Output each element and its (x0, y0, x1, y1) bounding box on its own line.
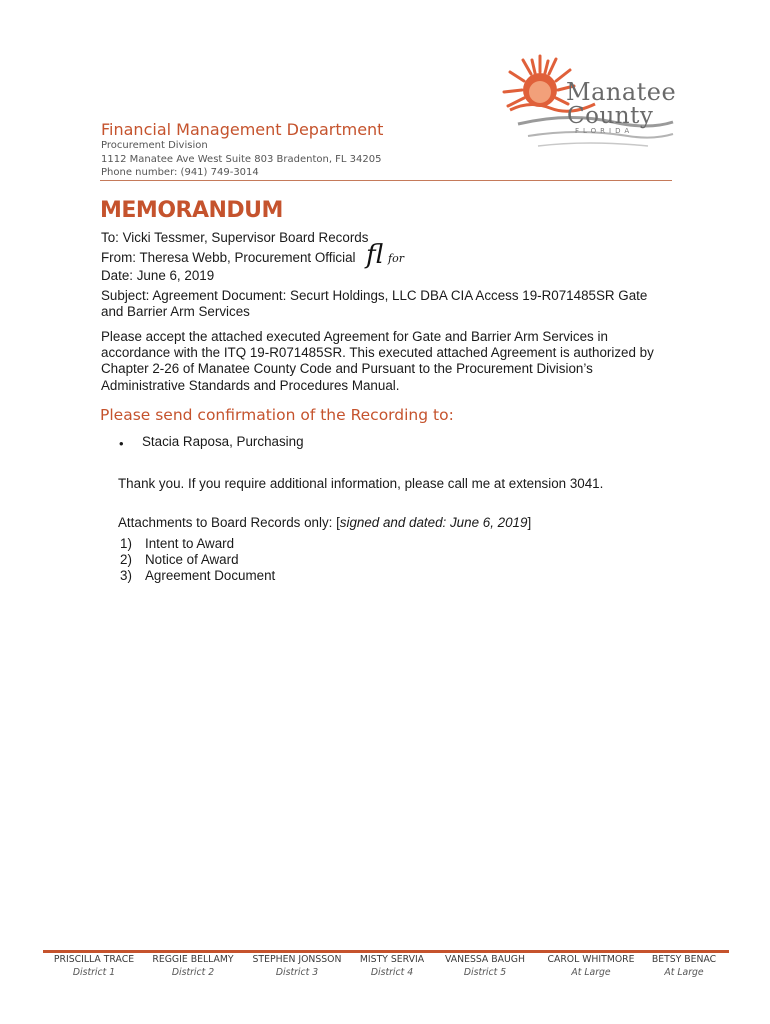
commissioner-entry (435, 954, 535, 978)
confirmation-heading: Please send confirmation of the Recording to: (100, 406, 454, 424)
memo-date: Date: June 6, 2019 (101, 268, 215, 283)
commissioner-name: MISTY SERVIA (359, 954, 425, 965)
attachment-number: 3) (120, 568, 132, 583)
commissioner-entry (143, 954, 243, 978)
attachment-item: Notice of Award (145, 552, 239, 567)
commissioner-entry (44, 954, 144, 978)
department-title: Financial Management Department (101, 120, 384, 139)
memo-body (101, 329, 676, 394)
attachments-heading (118, 515, 531, 530)
memo-title: MEMORANDUM (100, 198, 283, 223)
commissioner-district: District 1 (72, 967, 116, 978)
commissioner-district: At Large (664, 967, 704, 978)
commissioner-entry (636, 954, 732, 978)
commissioner-name: REGGIE BELLAMY (152, 954, 234, 965)
attachment-item: Agreement Document (145, 568, 276, 583)
memo-body-line-2: accordance with the ITQ 19-R071485SR. This executed attached Agreement is authorized by (101, 345, 654, 361)
memo-subject-line-2: and Barrier Arm Services (101, 304, 250, 319)
memo-body-line-3: Chapter 2-26 of Manatee County Code and Pursuant to the Procurement Division’s (101, 361, 593, 377)
attachments-heading-prefix: Attachments to Board Records only: [ (118, 515, 340, 530)
address-line: 1112 Manatee Ave West Suite 803 Bradenton, FL 34205 (101, 154, 382, 165)
recipient-item: Stacia Raposa, Purchasing (142, 434, 304, 449)
bullet-icon: • (119, 436, 124, 451)
phone-number: Phone number: (941) 749-3014 (101, 167, 259, 178)
signature-initials: fl (366, 240, 384, 270)
commissioner-district: District 2 (171, 967, 215, 978)
commissioner-district: District 3 (275, 967, 319, 978)
commissioner-district: District 4 (370, 967, 414, 978)
commissioner-name: CAROL WHITMORE (547, 954, 635, 965)
commissioner-entry (247, 954, 347, 978)
attachments-heading-signed: signed and dated: June 6, 2019 (339, 515, 528, 530)
attachment-number: 2) (120, 552, 132, 567)
header-divider (100, 180, 672, 181)
logo-text-county: County (567, 103, 654, 129)
attachment-number: 1) (120, 536, 132, 551)
commissioner-entry (541, 954, 641, 978)
logo-text-florida: FLORIDA (575, 127, 634, 135)
footer-divider (43, 950, 729, 953)
memo-body-line-4: Administrative Standards and Procedures Manual. (101, 377, 400, 393)
memo-from: From: Theresa Webb, Procurement Official (101, 250, 356, 265)
commissioner-district: District 5 (463, 967, 507, 978)
attachment-item: Intent to Award (145, 536, 235, 551)
thank-you-note: Thank you. If you require additional information, please call me at extension 3041. (118, 476, 604, 491)
logo-text-manatee: Manatee (566, 78, 677, 106)
commissioner-name: STEPHEN JONSSON (252, 954, 342, 965)
memo-to: To: Vicki Tessmer, Supervisor Board Records (101, 230, 369, 245)
attachments-heading-suffix: ] (527, 515, 532, 530)
commissioner-name: BETSY BENAC (651, 954, 717, 965)
memo-body-line-1: Please accept the attached executed Agreement for Gate and Barrier Arm Services in (101, 329, 608, 344)
memo-subject-line-1: Subject: Agreement Document: Securt Holdings, LLC DBA CIA Access 19-R071485SR Gate (101, 288, 648, 303)
commissioner-name: PRISCILLA TRACE (53, 954, 135, 965)
commissioner-entry (342, 954, 442, 978)
division-name: Procurement Division (101, 140, 208, 151)
commissioner-district: At Large (571, 967, 611, 978)
signature-for: for (388, 252, 404, 265)
commissioner-name: VANESSA BAUGH (445, 954, 525, 965)
